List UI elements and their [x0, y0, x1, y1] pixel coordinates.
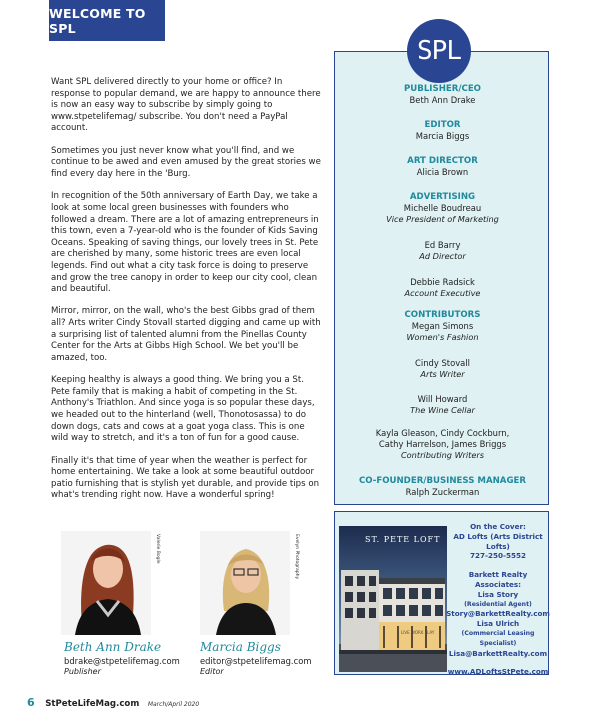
spl-logo	[407, 19, 471, 83]
publisher-signature: Beth Ann Drake	[64, 640, 162, 654]
masthead-name: Ralph Zuckerman	[405, 487, 480, 497]
masthead-name: Marcia Biggs	[415, 131, 470, 141]
masthead-person	[335, 394, 550, 416]
masthead-name: Kayla Gleason, Cindy Cockburn,	[375, 428, 510, 438]
page-footer	[27, 696, 199, 709]
masthead-role: ADVERTISING	[409, 192, 476, 202]
cover-property: AD Lofts (Arts District Lofts)	[453, 531, 543, 551]
paragraph: Want SPL delivered directly to your home or office? In response to popular demand, we are happy to announce there is now an easy way to subscribe by simply going to www.stpetelifemag/ subscribe. You don't need a PayPal account.	[51, 77, 321, 134]
cover-building-image	[339, 526, 447, 672]
masthead-publisher	[335, 84, 550, 106]
masthead-name: Beth Ann Drake	[409, 95, 476, 105]
masthead-editor	[335, 120, 550, 142]
cover-agent-name: Lisa Ulrich	[476, 619, 520, 629]
editorial-body	[51, 77, 323, 513]
masthead-name: Alicia Brown	[416, 167, 469, 177]
page-number: 6	[27, 696, 35, 709]
masthead-role: CONTRIBUTORS	[404, 310, 481, 320]
cover-website[interactable]: www.ADLoftsStPete.com	[447, 667, 549, 677]
publisher-title: Publisher	[64, 667, 101, 676]
paragraph: Keeping healthy is always a good thing. We bring you a St. Pete family that is making a habit of competing in the St. Anthony's Triathlon. And since yoga is so popular these days, we headed out to the hinterland (well, Thonotosassa) to do down dogs, cats and cows at a goat yoga class. This is one wild way to stretch, and it's a ton of fun for a good cause.	[51, 375, 315, 444]
building-illustration	[339, 526, 447, 672]
masthead-name: Will Howard	[417, 394, 468, 404]
masthead-advertising	[335, 192, 550, 225]
masthead-cofounder	[335, 476, 550, 498]
publisher-photo	[61, 531, 151, 635]
cover-phone: 727-250-5552	[470, 551, 526, 561]
masthead-name: Cathy Harrelson, James Briggs	[378, 439, 507, 449]
masthead-name: Michelle Boudreau	[403, 203, 482, 213]
photo-credit: Valerie Bogle	[155, 534, 160, 564]
masthead-name: Megan Simons	[411, 321, 474, 331]
editor-email[interactable]: editor@stpetelifemag.com	[200, 656, 312, 666]
footer-site: StPeteLifeMag.com	[45, 699, 140, 709]
masthead-role: PUBLISHER/CEO	[404, 84, 481, 94]
masthead-name: Debbie Radsick	[410, 277, 475, 287]
logo-text: SPL	[417, 36, 461, 66]
publisher-email[interactable]: bdrake@stpetelifemag.com	[64, 656, 180, 666]
section-header	[49, 0, 165, 41]
cover-agent-email[interactable]: Lisa@BarkettRealty.com	[448, 648, 548, 658]
masthead-title: Account Executive	[404, 288, 481, 298]
masthead-title: Ad Director	[419, 251, 466, 261]
masthead-contributing-writers	[335, 428, 550, 461]
masthead-role: CO-FOUNDER/BUSINESS MANAGER	[359, 476, 526, 486]
masthead-name: Ed Barry	[424, 240, 461, 250]
section-title: WELCOME TO SPL	[49, 5, 146, 36]
masthead-panel	[334, 51, 549, 505]
cover-agency: Barkett Realty Associates:	[468, 570, 528, 589]
paragraph: Finally it's that time of year when the weather is perfect for home entertaining. We take a look at some beautiful outdoor patio furnishing that is stylish yet durable, and provide tips on what's trending right now. Have a wonderful spring!	[51, 455, 320, 501]
paragraph: In recognition of the 50th anniversary of Earth Day, we take a look at some local green businesses with founders who followed a dream. There are a lot of amazing entrepreneurs in this town, even a 7-year-old who is the founder of Kids Saving Oceans. Speaking of saving things, our lovely trees in St. Pete are cherished by many, some historic trees are even local legends. Find out what a city task force is doing to preserve and grow the tree canopy in order to keep our city cool, clean and beautiful.	[51, 191, 319, 295]
masthead-title: The Wine Cellar	[410, 405, 475, 415]
cover-heading: On the Cover:	[470, 522, 526, 531]
masthead-contributors	[335, 310, 550, 343]
editor-portrait	[200, 531, 290, 635]
editor-title: Editor	[200, 667, 224, 676]
cover-sign-sub: LIVE WORK PLAY	[401, 630, 435, 635]
publisher-portrait	[61, 531, 151, 635]
cover-agent-email[interactable]: Story@BarkettRealty.com	[446, 609, 550, 619]
masthead-title: Vice President of Marketing	[386, 214, 499, 224]
cover-agent-name: Lisa Story	[477, 589, 519, 599]
masthead-title: Women's Fashion	[406, 332, 479, 342]
masthead-title: Arts Writer	[420, 369, 465, 379]
masthead-name: Cindy Stovall	[415, 358, 470, 368]
masthead-person	[335, 240, 550, 262]
paragraph: Mirror, mirror, on the wall, who's the best Gibbs grad of them all? Arts writer Cindy Stovall started digging and came up with a surprising list of talented alumni from the Pinellas County Center for the Arts at Gibbs High School. We bet you'll be amazed, too.	[51, 306, 321, 363]
paragraph: Sometimes you just never know what you'll find, and we continue to be awed and even amused by the great stories we find every day here in the 'Burg.	[51, 145, 321, 179]
cover-sign-text: ST. PETE LOFT	[365, 535, 441, 544]
masthead-person	[335, 358, 550, 380]
cover-credits	[446, 522, 550, 677]
cover-agent-role: (Commercial Leasing Specialist)	[461, 629, 535, 647]
masthead-person	[335, 277, 550, 299]
masthead-role: ART DIRECTOR	[407, 156, 478, 166]
masthead-title: Contributing Writers	[400, 450, 485, 460]
footer-issue: March/April 2020	[147, 701, 200, 708]
editor-signature: Marcia Biggs	[200, 640, 281, 654]
masthead-role: EDITOR	[424, 120, 461, 130]
masthead-art-director	[335, 156, 550, 178]
photo-credit: Evelyn Photography	[294, 534, 299, 580]
cover-info-box	[334, 511, 549, 675]
cover-agent-role: (Residential Agent)	[464, 600, 532, 608]
editor-photo	[200, 531, 290, 635]
